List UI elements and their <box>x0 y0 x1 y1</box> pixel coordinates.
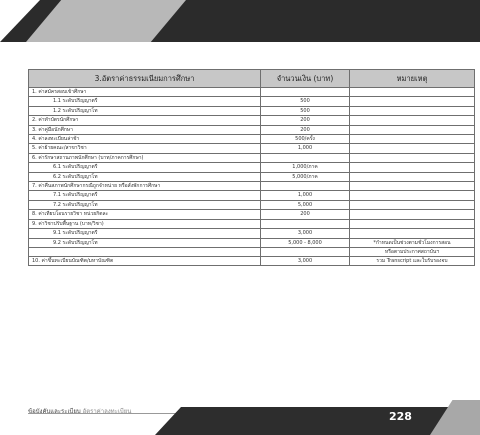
row-note <box>350 172 475 181</box>
row-note <box>350 88 475 97</box>
footer-dark-band <box>155 407 480 435</box>
row-amount <box>261 153 350 162</box>
row-note <box>350 229 475 238</box>
table-header-row <box>29 70 475 88</box>
row-amount: 5,000/ภาค <box>261 172 350 181</box>
row-note <box>350 182 475 191</box>
row-item: 9. ค่าวิชาปรับพื้นฐาน (บาท/วิชา) <box>29 219 261 228</box>
table-row <box>29 116 475 125</box>
row-amount: 3,000 <box>261 256 350 265</box>
row-item: 7. ค่าคืนสภาพนักศึกษากรณีถูกจำหน่าย หรือสั่งพักการศึกษา <box>29 182 261 191</box>
row-amount: 1,000 <box>261 144 350 153</box>
row-note <box>350 219 475 228</box>
footer-title: ข้อบังคับและระเบียบ <box>28 408 81 415</box>
row-item: 10. ค่าขึ้นทะเบียนบัณฑิต/มหาบัณฑิต <box>29 256 261 265</box>
row-item: 7.1 ระดับปริญญาตรี <box>29 191 261 200</box>
row-amount: 5,000 - 8,000 <box>261 238 350 247</box>
row-item: 7.2 ระดับปริญญาโท <box>29 200 261 209</box>
row-note <box>350 163 475 172</box>
table-row <box>29 97 475 106</box>
footer-subtitle: อัตราค่าลงทะเบียน <box>82 408 132 415</box>
row-note <box>350 135 475 144</box>
row-item: 9.1 ระดับปริญญาตรี <box>29 229 261 238</box>
row-item: 2. ค่าทำบัตรนักศึกษา <box>29 116 261 125</box>
row-item: 1. ค่าสมัครสอบเข้าศึกษา <box>29 88 261 97</box>
row-item: 8. ค่าเทียบโอนรายวิชา หน่วยกิตละ <box>29 210 261 219</box>
table-row <box>29 229 475 238</box>
row-item: 1.1 ระดับปริญญาตรี <box>29 97 261 106</box>
table-row <box>29 135 475 144</box>
table-row <box>29 256 475 265</box>
row-amount: 500 <box>261 106 350 115</box>
row-amount: 200 <box>261 116 350 125</box>
row-item: 4. ค่าลงทะเบียนล่าช้า <box>29 135 261 144</box>
table-row <box>29 163 475 172</box>
table-row <box>29 172 475 181</box>
table-body <box>29 88 475 266</box>
footer-label <box>28 406 131 416</box>
row-note: หรือตามประกาศสถาบันฯ <box>350 247 475 256</box>
row-amount <box>261 247 350 256</box>
row-note <box>350 153 475 162</box>
table-row <box>29 106 475 115</box>
row-note <box>350 200 475 209</box>
row-note: รวม Transcript และใบรับรองจบ <box>350 256 475 265</box>
row-item: 6. ค่ารักษาสถานภาพนักศึกษา (บาท/ภาคการศึกษา) <box>29 153 261 162</box>
table-row <box>29 153 475 162</box>
header-amount: จำนวนเงิน (บาท) <box>261 70 350 88</box>
row-amount: 5,000 <box>261 200 350 209</box>
row-note <box>350 144 475 153</box>
row-amount: 500 <box>261 97 350 106</box>
table-row <box>29 144 475 153</box>
row-item: 5. ค่าย้ายคณะ/สาขาวิชา <box>29 144 261 153</box>
table-row <box>29 238 475 247</box>
table-row <box>29 88 475 97</box>
header-item: 3.อัตราค่าธรรมเนียมการศึกษา <box>29 70 261 88</box>
table-row <box>29 247 475 256</box>
row-note <box>350 97 475 106</box>
row-note <box>350 210 475 219</box>
header-note: หมายเหตุ <box>350 70 475 88</box>
row-amount <box>261 182 350 191</box>
row-item: 3. ค่าคู่มือนักศึกษา <box>29 125 261 134</box>
table-row <box>29 219 475 228</box>
row-amount <box>261 88 350 97</box>
row-note <box>350 125 475 134</box>
row-note: *กำหนดเป็นช่วงตามชั่วโมงการสอน <box>350 238 475 247</box>
row-item: 9.2 ระดับปริญญาโท <box>29 238 261 247</box>
row-amount: 1,000/ภาค <box>261 163 350 172</box>
row-amount: 200 <box>261 125 350 134</box>
table-row <box>29 200 475 209</box>
row-note <box>350 116 475 125</box>
row-item: 1.2 ระดับปริญญาโท <box>29 106 261 115</box>
row-amount: 500/ครั้ง <box>261 135 350 144</box>
row-item <box>29 247 261 256</box>
row-amount: 3,000 <box>261 229 350 238</box>
row-item: 6.1 ระดับปริญญาตรี <box>29 163 261 172</box>
row-note <box>350 191 475 200</box>
table-row <box>29 191 475 200</box>
row-amount <box>261 219 350 228</box>
row-note <box>350 106 475 115</box>
row-amount: 1,000 <box>261 191 350 200</box>
table-row <box>29 182 475 191</box>
page-number: 228 <box>389 410 412 423</box>
table-row <box>29 210 475 219</box>
footer-divider <box>28 413 178 414</box>
tuition-fee-table <box>28 69 475 266</box>
row-amount: 200 <box>261 210 350 219</box>
row-item: 6.2 ระดับปริญญาโท <box>29 172 261 181</box>
table-row <box>29 125 475 134</box>
